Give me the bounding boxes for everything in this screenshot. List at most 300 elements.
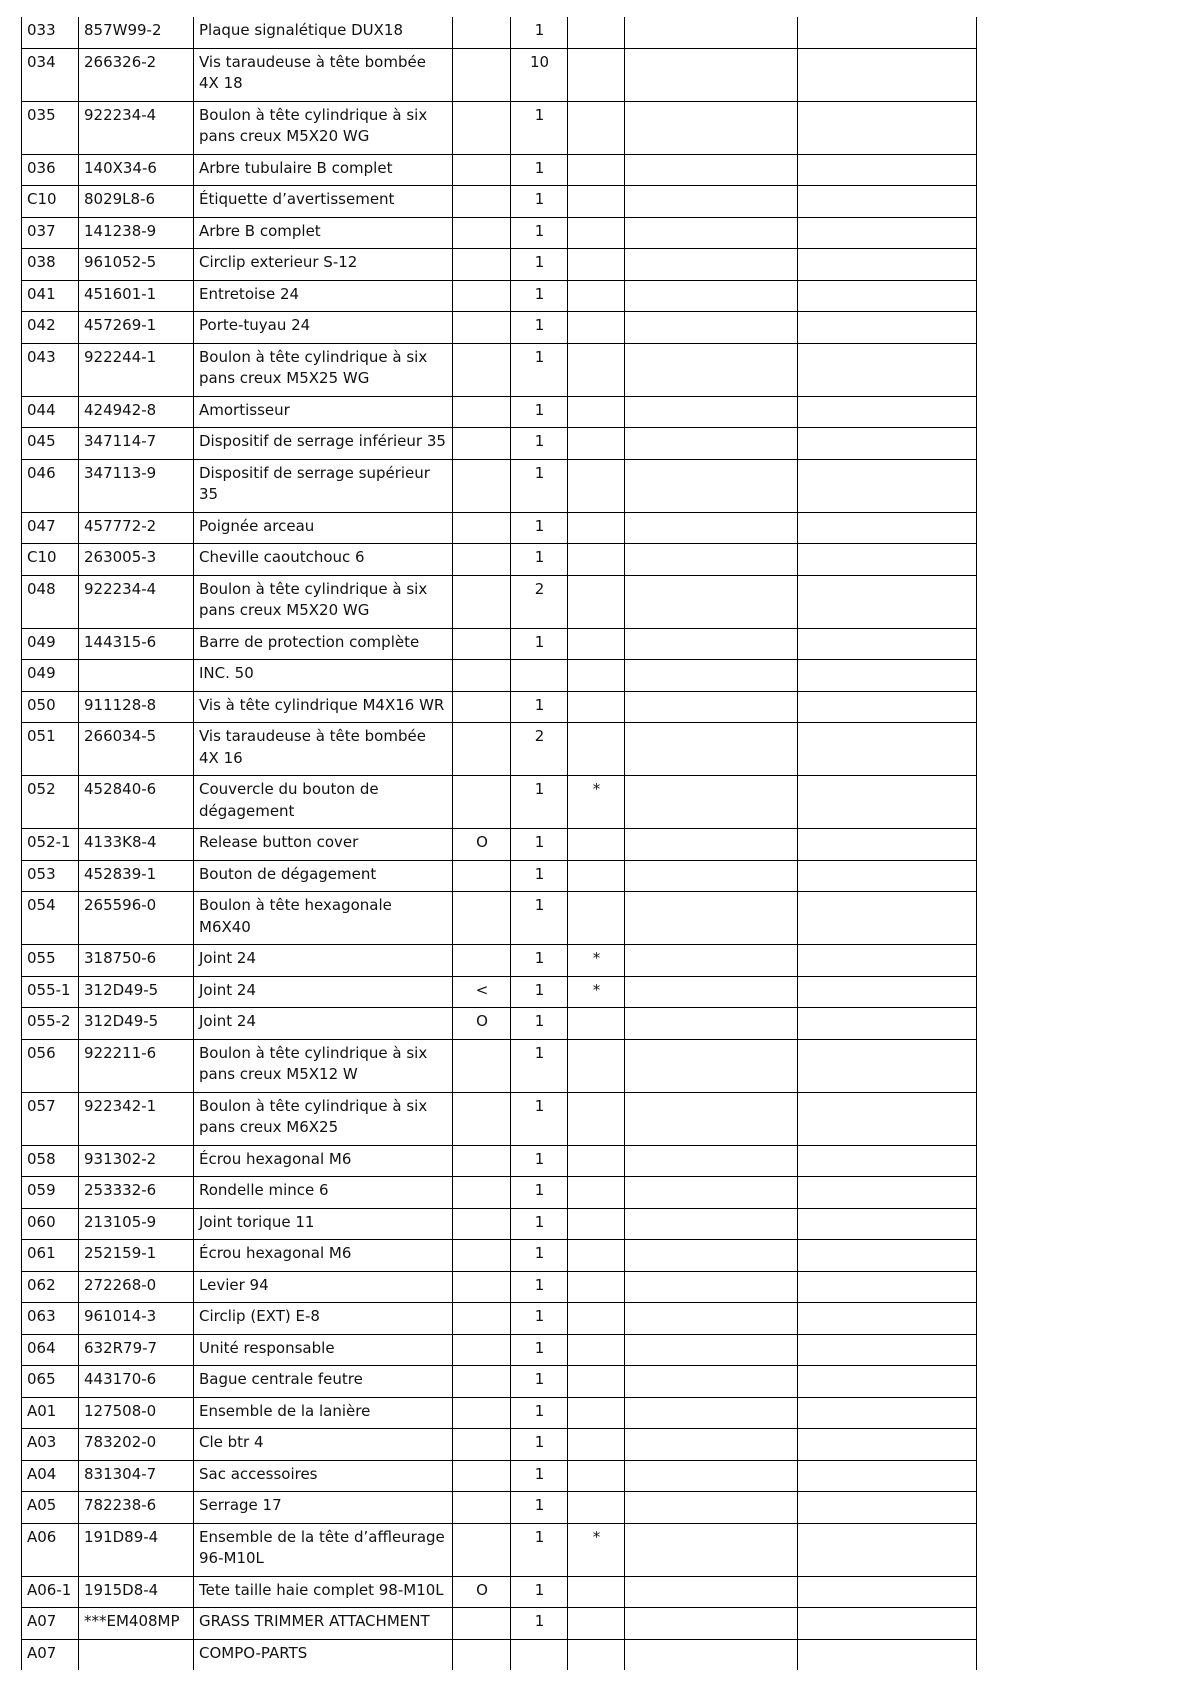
empty-cell xyxy=(625,575,798,628)
table-row xyxy=(22,1177,977,1209)
part-number-cell: 263005-3 xyxy=(79,544,194,576)
flag-cell xyxy=(453,48,511,101)
note-cell xyxy=(568,860,625,892)
note-cell xyxy=(568,1460,625,1492)
empty-cell xyxy=(625,1523,798,1576)
empty-cell xyxy=(798,829,977,861)
flag-cell xyxy=(453,776,511,829)
part-number-cell: 451601-1 xyxy=(79,280,194,312)
flag-cell xyxy=(453,186,511,218)
empty-cell xyxy=(798,1366,977,1398)
flag-cell xyxy=(453,1397,511,1429)
flag-cell xyxy=(453,628,511,660)
item-number-cell: 037 xyxy=(22,217,79,249)
description-cell: Boulon à tête cylindrique à six pans creux M5X20 WG xyxy=(194,101,453,154)
quantity-cell: 1 xyxy=(511,628,568,660)
quantity-cell: 1 xyxy=(511,1039,568,1092)
note-cell xyxy=(568,459,625,512)
item-number-cell: 051 xyxy=(22,723,79,776)
quantity-cell xyxy=(511,660,568,692)
description-cell: Unité responsable xyxy=(194,1334,453,1366)
note-cell xyxy=(568,660,625,692)
description-cell: Bague centrale feutre xyxy=(194,1366,453,1398)
parts-list-page xyxy=(21,17,976,1670)
part-number-cell: 922211-6 xyxy=(79,1039,194,1092)
table-row xyxy=(22,17,977,48)
flag-cell xyxy=(453,280,511,312)
flag-cell xyxy=(453,1608,511,1640)
quantity-cell: 1 xyxy=(511,1366,568,1398)
item-number-cell: C10 xyxy=(22,544,79,576)
description-cell: Vis taraudeuse à tête bombée 4X 18 xyxy=(194,48,453,101)
empty-cell xyxy=(798,1523,977,1576)
part-number-cell: 961014-3 xyxy=(79,1303,194,1335)
description-cell: Porte-tuyau 24 xyxy=(194,312,453,344)
quantity-cell: 1 xyxy=(511,249,568,281)
part-number-cell: 1915D8-4 xyxy=(79,1576,194,1608)
empty-cell xyxy=(798,1334,977,1366)
empty-cell xyxy=(798,1145,977,1177)
item-number-cell: 059 xyxy=(22,1177,79,1209)
item-number-cell: 052 xyxy=(22,776,79,829)
flag-cell: O xyxy=(453,1008,511,1040)
part-number-cell: 252159-1 xyxy=(79,1240,194,1272)
note-cell xyxy=(568,512,625,544)
item-number-cell: A06 xyxy=(22,1523,79,1576)
flag-cell xyxy=(453,101,511,154)
empty-cell xyxy=(625,1639,798,1670)
table-row xyxy=(22,1397,977,1429)
empty-cell xyxy=(625,396,798,428)
empty-cell xyxy=(625,428,798,460)
part-number-cell: 452839-1 xyxy=(79,860,194,892)
part-number-cell xyxy=(79,1639,194,1670)
quantity-cell: 2 xyxy=(511,575,568,628)
flag-cell xyxy=(453,691,511,723)
part-number-cell: 312D49-5 xyxy=(79,1008,194,1040)
table-row xyxy=(22,154,977,186)
description-cell: Circlip (EXT) E-8 xyxy=(194,1303,453,1335)
note-cell xyxy=(568,1271,625,1303)
table-row xyxy=(22,660,977,692)
item-number-cell: A03 xyxy=(22,1429,79,1461)
note-cell xyxy=(568,1208,625,1240)
empty-cell xyxy=(798,1576,977,1608)
part-number-cell: 452840-6 xyxy=(79,776,194,829)
table-row xyxy=(22,1366,977,1398)
description-cell: Sac accessoires xyxy=(194,1460,453,1492)
part-number-cell: 961052-5 xyxy=(79,249,194,281)
parts-table xyxy=(21,17,977,1670)
quantity-cell: 1 xyxy=(511,892,568,945)
quantity-cell: 1 xyxy=(511,101,568,154)
table-row xyxy=(22,312,977,344)
empty-cell xyxy=(625,976,798,1008)
empty-cell xyxy=(625,1208,798,1240)
item-number-cell: 061 xyxy=(22,1240,79,1272)
empty-cell xyxy=(798,660,977,692)
description-cell: Joint 24 xyxy=(194,945,453,977)
part-number-cell: 347113-9 xyxy=(79,459,194,512)
part-number-cell: 127508-0 xyxy=(79,1397,194,1429)
description-cell: Boulon à tête cylindrique à six pans creux M5X12 W xyxy=(194,1039,453,1092)
quantity-cell: 1 xyxy=(511,1208,568,1240)
note-cell xyxy=(568,575,625,628)
description-cell: Barre de protection complète xyxy=(194,628,453,660)
empty-cell xyxy=(798,544,977,576)
empty-cell xyxy=(625,776,798,829)
table-row xyxy=(22,396,977,428)
item-number-cell: 063 xyxy=(22,1303,79,1335)
note-cell xyxy=(568,280,625,312)
item-number-cell: C10 xyxy=(22,186,79,218)
description-cell: Serrage 17 xyxy=(194,1492,453,1524)
part-number-cell: 265596-0 xyxy=(79,892,194,945)
table-row xyxy=(22,217,977,249)
quantity-cell xyxy=(511,1639,568,1670)
item-number-cell: 045 xyxy=(22,428,79,460)
table-row xyxy=(22,1429,977,1461)
table-row xyxy=(22,1240,977,1272)
item-number-cell: 055-1 xyxy=(22,976,79,1008)
table-row xyxy=(22,1523,977,1576)
quantity-cell: 1 xyxy=(511,860,568,892)
empty-cell xyxy=(625,628,798,660)
empty-cell xyxy=(798,723,977,776)
quantity-cell: 1 xyxy=(511,396,568,428)
empty-cell xyxy=(625,892,798,945)
part-number-cell: 8029L8-6 xyxy=(79,186,194,218)
empty-cell xyxy=(798,249,977,281)
empty-cell xyxy=(798,17,977,48)
description-cell: Cle btr 4 xyxy=(194,1429,453,1461)
flag-cell xyxy=(453,396,511,428)
quantity-cell: 1 xyxy=(511,17,568,48)
part-number-cell: 831304-7 xyxy=(79,1460,194,1492)
empty-cell xyxy=(625,101,798,154)
note-cell xyxy=(568,1366,625,1398)
quantity-cell: 1 xyxy=(511,280,568,312)
part-number-cell: 457772-2 xyxy=(79,512,194,544)
flag-cell xyxy=(453,1429,511,1461)
empty-cell xyxy=(625,280,798,312)
quantity-cell: 1 xyxy=(511,1334,568,1366)
table-row xyxy=(22,343,977,396)
empty-cell xyxy=(798,343,977,396)
empty-cell xyxy=(798,1429,977,1461)
note-cell xyxy=(568,1145,625,1177)
empty-cell xyxy=(625,1177,798,1209)
item-number-cell: 057 xyxy=(22,1092,79,1145)
empty-cell xyxy=(798,1092,977,1145)
table-row xyxy=(22,512,977,544)
empty-cell xyxy=(798,860,977,892)
flag-cell xyxy=(453,945,511,977)
description-cell: Ensemble de la lanière xyxy=(194,1397,453,1429)
quantity-cell: 1 xyxy=(511,691,568,723)
empty-cell xyxy=(798,1639,977,1670)
empty-cell xyxy=(625,154,798,186)
note-cell xyxy=(568,101,625,154)
empty-cell xyxy=(625,544,798,576)
empty-cell xyxy=(798,976,977,1008)
description-cell: Boulon à tête cylindrique à six pans creux M5X20 WG xyxy=(194,575,453,628)
description-cell: COMPO-PARTS xyxy=(194,1639,453,1670)
flag-cell xyxy=(453,575,511,628)
item-number-cell: A01 xyxy=(22,1397,79,1429)
empty-cell xyxy=(625,945,798,977)
quantity-cell: 1 xyxy=(511,1008,568,1040)
item-number-cell: 033 xyxy=(22,17,79,48)
note-cell xyxy=(568,343,625,396)
note-cell xyxy=(568,249,625,281)
quantity-cell: 1 xyxy=(511,1092,568,1145)
empty-cell xyxy=(798,312,977,344)
quantity-cell: 2 xyxy=(511,723,568,776)
note-cell xyxy=(568,628,625,660)
table-row xyxy=(22,1039,977,1092)
item-number-cell: 049 xyxy=(22,628,79,660)
flag-cell: O xyxy=(453,829,511,861)
empty-cell xyxy=(625,1366,798,1398)
description-cell: Joint torique 11 xyxy=(194,1208,453,1240)
table-row xyxy=(22,1008,977,1040)
flag-cell xyxy=(453,1145,511,1177)
empty-cell xyxy=(625,217,798,249)
note-cell xyxy=(568,1008,625,1040)
item-number-cell: 036 xyxy=(22,154,79,186)
quantity-cell: 1 xyxy=(511,1576,568,1608)
empty-cell xyxy=(625,1397,798,1429)
part-number-cell: ***EM408MP xyxy=(79,1608,194,1640)
part-number-cell: 922234-4 xyxy=(79,101,194,154)
part-number-cell: 266326-2 xyxy=(79,48,194,101)
empty-cell xyxy=(798,1177,977,1209)
item-number-cell: 050 xyxy=(22,691,79,723)
empty-cell xyxy=(798,1397,977,1429)
note-cell xyxy=(568,17,625,48)
empty-cell xyxy=(798,280,977,312)
note-cell xyxy=(568,829,625,861)
empty-cell xyxy=(625,1576,798,1608)
item-number-cell: 035 xyxy=(22,101,79,154)
empty-cell xyxy=(798,892,977,945)
description-cell: Plaque signalétique DUX18 xyxy=(194,17,453,48)
quantity-cell: 1 xyxy=(511,1523,568,1576)
empty-cell xyxy=(625,1240,798,1272)
part-number-cell xyxy=(79,660,194,692)
table-row xyxy=(22,945,977,977)
table-row xyxy=(22,459,977,512)
quantity-cell: 1 xyxy=(511,512,568,544)
flag-cell xyxy=(453,343,511,396)
empty-cell xyxy=(798,396,977,428)
flag-cell xyxy=(453,1523,511,1576)
part-number-cell: 213105-9 xyxy=(79,1208,194,1240)
note-cell xyxy=(568,48,625,101)
item-number-cell: A05 xyxy=(22,1492,79,1524)
flag-cell xyxy=(453,459,511,512)
empty-cell xyxy=(625,1039,798,1092)
part-number-cell: 632R79-7 xyxy=(79,1334,194,1366)
item-number-cell: 048 xyxy=(22,575,79,628)
empty-cell xyxy=(798,1240,977,1272)
item-number-cell: 055 xyxy=(22,945,79,977)
note-cell xyxy=(568,1303,625,1335)
flag-cell xyxy=(453,1460,511,1492)
item-number-cell: A06-1 xyxy=(22,1576,79,1608)
empty-cell xyxy=(798,691,977,723)
description-cell: Étiquette d’avertissement xyxy=(194,186,453,218)
note-cell xyxy=(568,1397,625,1429)
flag-cell xyxy=(453,312,511,344)
part-number-cell: 857W99-2 xyxy=(79,17,194,48)
empty-cell xyxy=(625,1608,798,1640)
description-cell: Vis à tête cylindrique M4X16 WR xyxy=(194,691,453,723)
item-number-cell: 043 xyxy=(22,343,79,396)
description-cell: Ensemble de la tête d’affleurage 96-M10L xyxy=(194,1523,453,1576)
part-number-cell: 312D49-5 xyxy=(79,976,194,1008)
table-row xyxy=(22,186,977,218)
item-number-cell: 046 xyxy=(22,459,79,512)
table-row xyxy=(22,249,977,281)
table-row xyxy=(22,1608,977,1640)
empty-cell xyxy=(798,1608,977,1640)
item-number-cell: 044 xyxy=(22,396,79,428)
flag-cell xyxy=(453,217,511,249)
part-number-cell: 266034-5 xyxy=(79,723,194,776)
quantity-cell: 1 xyxy=(511,1608,568,1640)
description-cell: Rondelle mince 6 xyxy=(194,1177,453,1209)
note-cell xyxy=(568,312,625,344)
table-row xyxy=(22,1271,977,1303)
description-cell: Dispositif de serrage inférieur 35 xyxy=(194,428,453,460)
empty-cell xyxy=(625,829,798,861)
note-cell xyxy=(568,186,625,218)
description-cell: Écrou hexagonal M6 xyxy=(194,1240,453,1272)
item-number-cell: 053 xyxy=(22,860,79,892)
empty-cell xyxy=(798,1039,977,1092)
part-number-cell: 272268-0 xyxy=(79,1271,194,1303)
quantity-cell: 1 xyxy=(511,829,568,861)
note-cell xyxy=(568,1492,625,1524)
part-number-cell: 140X34-6 xyxy=(79,154,194,186)
empty-cell xyxy=(798,1303,977,1335)
quantity-cell: 10 xyxy=(511,48,568,101)
empty-cell xyxy=(625,512,798,544)
flag-cell: O xyxy=(453,1576,511,1608)
note-cell xyxy=(568,1092,625,1145)
empty-cell xyxy=(625,459,798,512)
empty-cell xyxy=(798,1008,977,1040)
empty-cell xyxy=(625,691,798,723)
note-cell: * xyxy=(568,976,625,1008)
flag-cell xyxy=(453,17,511,48)
flag-cell xyxy=(453,1092,511,1145)
description-cell: Release button cover xyxy=(194,829,453,861)
quantity-cell: 1 xyxy=(511,343,568,396)
note-cell xyxy=(568,1039,625,1092)
table-row xyxy=(22,892,977,945)
table-row xyxy=(22,1576,977,1608)
note-cell: * xyxy=(568,776,625,829)
flag-cell xyxy=(453,1334,511,1366)
empty-cell xyxy=(798,428,977,460)
empty-cell xyxy=(798,1460,977,1492)
part-number-cell: 922234-4 xyxy=(79,575,194,628)
description-cell: Arbre tubulaire B complet xyxy=(194,154,453,186)
item-number-cell: 041 xyxy=(22,280,79,312)
quantity-cell: 1 xyxy=(511,1492,568,1524)
empty-cell xyxy=(625,186,798,218)
part-number-cell: 922342-1 xyxy=(79,1092,194,1145)
table-row xyxy=(22,1145,977,1177)
note-cell xyxy=(568,154,625,186)
description-cell: Circlip exterieur S-12 xyxy=(194,249,453,281)
note-cell xyxy=(568,1429,625,1461)
note-cell xyxy=(568,1608,625,1640)
empty-cell xyxy=(798,1271,977,1303)
table-row xyxy=(22,723,977,776)
item-number-cell: 052-1 xyxy=(22,829,79,861)
empty-cell xyxy=(625,1492,798,1524)
quantity-cell: 1 xyxy=(511,154,568,186)
flag-cell xyxy=(453,249,511,281)
item-number-cell: 042 xyxy=(22,312,79,344)
item-number-cell: 058 xyxy=(22,1145,79,1177)
note-cell xyxy=(568,396,625,428)
item-number-cell: 064 xyxy=(22,1334,79,1366)
table-row xyxy=(22,1639,977,1670)
empty-cell xyxy=(798,186,977,218)
flag-cell xyxy=(453,860,511,892)
description-cell: Poignée arceau xyxy=(194,512,453,544)
table-row xyxy=(22,428,977,460)
table-row xyxy=(22,1492,977,1524)
note-cell xyxy=(568,1576,625,1608)
table-row xyxy=(22,1334,977,1366)
table-row xyxy=(22,544,977,576)
flag-cell xyxy=(453,1639,511,1670)
part-number-cell: 443170-6 xyxy=(79,1366,194,1398)
description-cell: Boulon à tête hexagonale M6X40 xyxy=(194,892,453,945)
description-cell: Dispositif de serrage supérieur 35 xyxy=(194,459,453,512)
empty-cell xyxy=(798,628,977,660)
empty-cell xyxy=(798,575,977,628)
quantity-cell: 1 xyxy=(511,1303,568,1335)
flag-cell xyxy=(453,1366,511,1398)
table-row xyxy=(22,101,977,154)
empty-cell xyxy=(798,154,977,186)
part-number-cell: 191D89-4 xyxy=(79,1523,194,1576)
table-row xyxy=(22,1208,977,1240)
item-number-cell: 055-2 xyxy=(22,1008,79,1040)
quantity-cell: 1 xyxy=(511,1460,568,1492)
part-number-cell: 318750-6 xyxy=(79,945,194,977)
description-cell: GRASS TRIMMER ATTACHMENT xyxy=(194,1608,453,1640)
description-cell: Boulon à tête cylindrique à six pans creux M5X25 WG xyxy=(194,343,453,396)
item-number-cell: A07 xyxy=(22,1639,79,1670)
table-row xyxy=(22,575,977,628)
flag-cell xyxy=(453,1039,511,1092)
empty-cell xyxy=(798,101,977,154)
note-cell xyxy=(568,428,625,460)
flag-cell xyxy=(453,1240,511,1272)
part-number-cell: 141238-9 xyxy=(79,217,194,249)
quantity-cell: 1 xyxy=(511,1177,568,1209)
flag-cell xyxy=(453,660,511,692)
note-cell xyxy=(568,723,625,776)
